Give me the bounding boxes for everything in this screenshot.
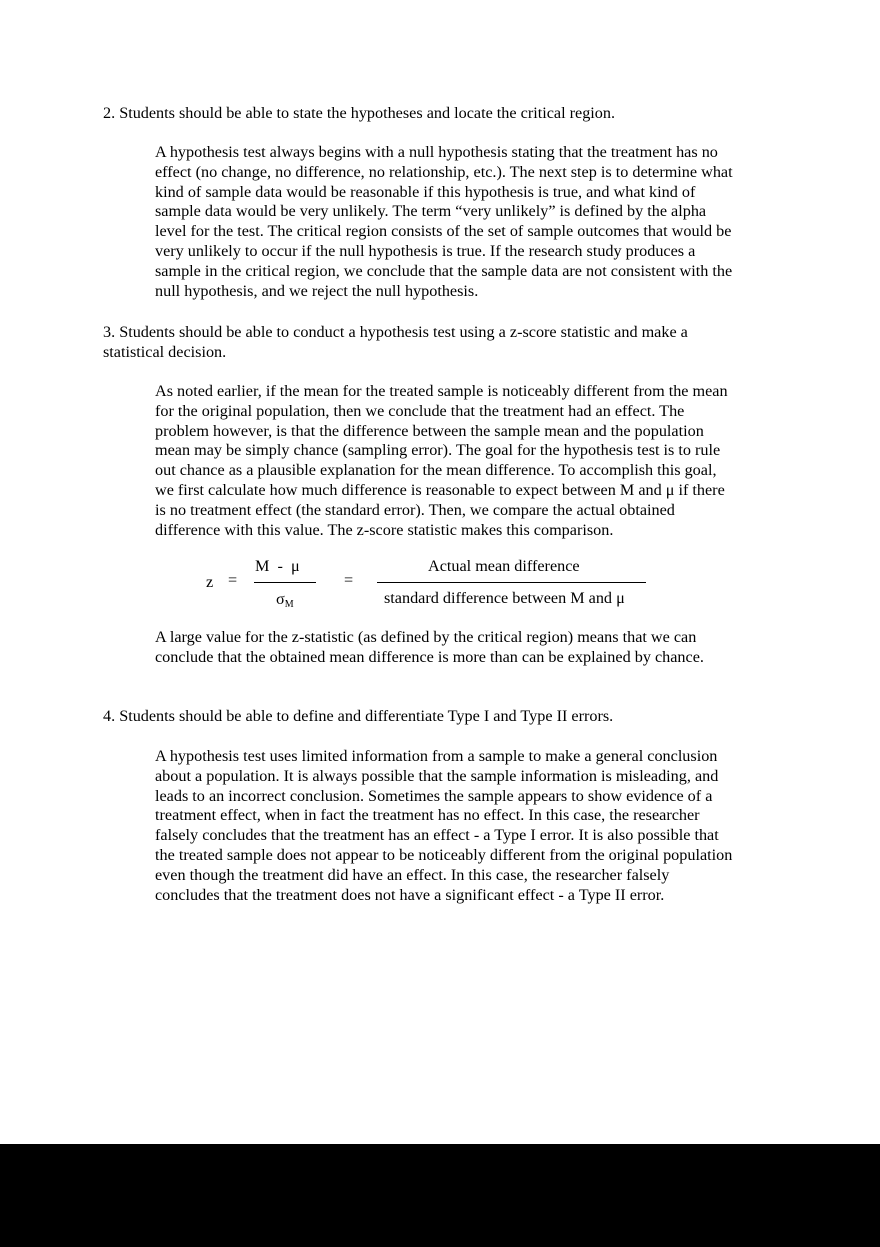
paragraph-line: sample in the critical region, we conclude that the sample data are not consistent with the	[155, 261, 733, 280]
formula-z: z	[206, 573, 214, 591]
paragraph-line: concludes that the treatment does not have a significant effect - a Type II error.	[155, 885, 665, 904]
section-3-paragraph-2	[155, 628, 785, 668]
paragraph-line: is no treatment effect (the standard error). Then, we compare the actual obtained	[155, 500, 675, 519]
paragraph-line: even though the treatment did have an effect. In this case, the researcher falsely	[155, 865, 670, 884]
formula-denominator	[276, 590, 294, 610]
paragraph-line: conclude that the obtained mean difference is more than can be explained by chance.	[155, 647, 704, 666]
paragraph-line: mean may be simply chance (sampling error). The goal for the hypothesis test is to rule	[155, 441, 721, 460]
fraction-bar-2	[377, 582, 646, 583]
paragraph-line: A large value for the z-statistic (as defined by the critical region) means that we can	[155, 628, 697, 646]
paragraph-line: A hypothesis test always begins with a null hypothesis stating that the treatment has no	[155, 143, 718, 161]
paragraph-line: A hypothesis test uses limited information from a sample to make a general conclusion	[155, 747, 718, 765]
paragraph-line: difference with this value. The z-score statistic makes this comparison.	[155, 520, 614, 539]
section-3-paragraph	[155, 382, 785, 540]
section-4-paragraph	[155, 747, 785, 905]
section-4-heading	[103, 707, 783, 727]
section-2-heading	[103, 104, 783, 124]
paragraph-line: for the original population, then we conclude that the treatment had an effect. The	[155, 401, 685, 420]
formula-numerator-2: Actual mean difference	[428, 557, 580, 575]
paragraph-line: falsely concludes that the treatment has an effect - a Type I error. It is also possible that	[155, 826, 719, 845]
formula-equals: =	[228, 571, 238, 589]
paragraph-line: As noted earlier, if the mean for the treated sample is noticeably different from the mean	[155, 382, 728, 400]
section-2-paragraph	[155, 143, 785, 301]
paragraph-line: null hypothesis, and we reject the null hypothesis.	[155, 281, 479, 300]
sigma-symbol: σ	[276, 590, 285, 608]
paragraph-line: problem however, is that the difference between the sample mean and the population	[155, 421, 704, 440]
formula-numerator: M - μ	[255, 557, 300, 575]
paragraph-line: out chance as a plausible explanation for the mean difference. To accomplish this goal,	[155, 461, 717, 480]
heading-line: 4. Students should be able to define and differentiate Type I and Type II errors.	[103, 707, 614, 725]
paragraph-line: very unlikely to occur if the null hypothesis is true. If the research study produces a	[155, 241, 696, 260]
fraction-bar	[254, 582, 316, 583]
paragraph-line: sample data would be very unlikely. The term “very unlikely” is defined by the alpha	[155, 202, 707, 221]
formula-equals-2: =	[344, 571, 354, 589]
heading-line: 3. Students should be able to conduct a hypothesis test using a z-score statistic and make a	[103, 323, 688, 341]
heading-line: 2. Students should be able to state the hypotheses and locate the critical region.	[103, 104, 616, 122]
paragraph-line: treatment effect, when in fact the treatment has no effect. In this case, the researcher	[155, 806, 700, 825]
paragraph-line: about a population. It is always possible that the sample information is misleading, and	[155, 766, 719, 785]
paragraph-line: effect (no change, no difference, no relationship, etc.). The next step is to determine what	[155, 162, 733, 181]
paragraph-line: the treated sample does not appear to be noticeably different from the original population	[155, 845, 733, 864]
formula-denominator-2: standard difference between M and μ	[384, 589, 625, 607]
paragraph-line: leads to an incorrect conclusion. Sometimes the sample appears to show evidence of a	[155, 786, 713, 805]
paragraph-line: we first calculate how much difference is reasonable to expect between M and μ if there	[155, 480, 725, 499]
section-3-heading	[103, 323, 783, 362]
paragraph-line: kind of sample data would be reasonable if this hypothesis is true, and what kind of	[155, 182, 696, 201]
sigma-subscript: M	[284, 599, 294, 610]
paragraph-line: level for the test. The critical region consists of the set of sample outcomes that would be	[155, 222, 732, 241]
heading-line: statistical decision.	[103, 342, 227, 361]
